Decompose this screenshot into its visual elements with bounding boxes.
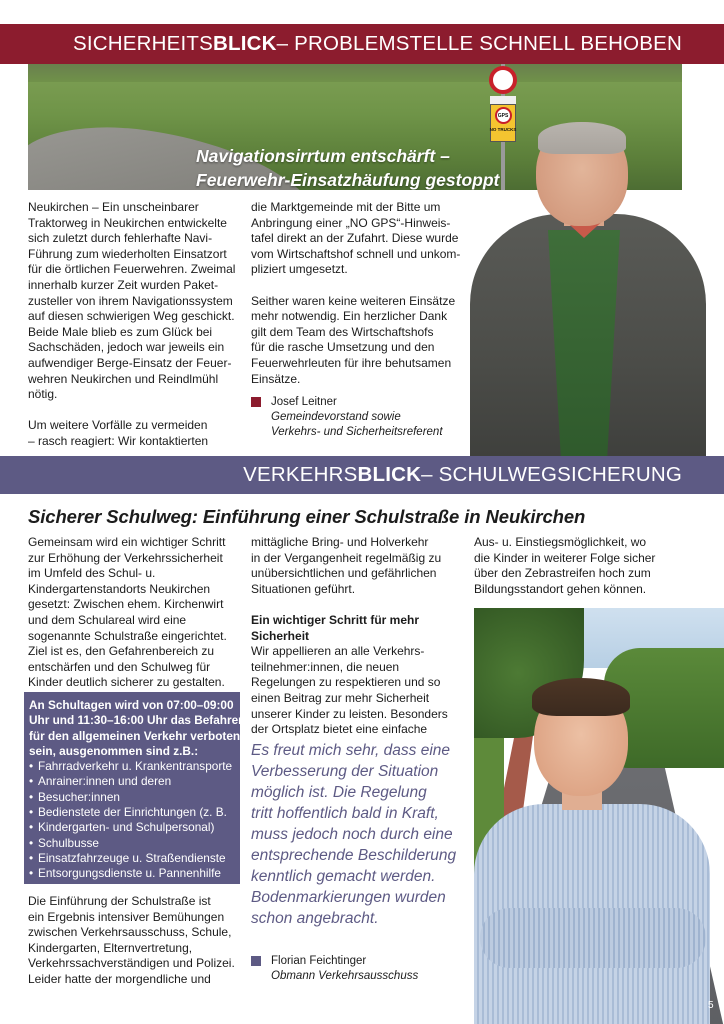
section-title-prefix: VERKEHRS <box>243 463 358 486</box>
photo-fence <box>28 64 682 82</box>
author-marker-icon <box>251 397 261 407</box>
text-line: sogenannte Schulstraße eingerichtet. <box>28 628 227 643</box>
text-line: Führung zum wiederholten Einsatzort <box>28 246 227 261</box>
info-box-heading: für den allgemeinen Verkehr verboten <box>29 728 241 743</box>
section-title <box>243 456 682 494</box>
text-line: mittägliche Bring- und Holverkehr <box>251 535 429 549</box>
section-title-bold: BLICK <box>357 463 422 486</box>
text-line: unserer Kinder zu leisten. Besonders <box>251 706 448 721</box>
paragraph <box>28 418 238 449</box>
article2-column1-bottom <box>28 894 242 988</box>
text-line: wehren Neukirchen und Reindlmühl <box>28 371 219 386</box>
quote-line: entsprechende Beschilderung <box>251 847 457 864</box>
text-line: Leider hatte der morgendliche und <box>28 971 211 986</box>
author-role: Gemeindevorstand sowie <box>271 411 401 423</box>
text-line: teilnehmer:innen, die neuen <box>251 659 400 674</box>
text-line: über den Zebrastreifen hoch zum <box>474 566 651 581</box>
quote-line: tritt hoffentlich bald in Kraft, <box>251 805 439 822</box>
text-line: sich zuletzt durch fehlerhafte Navi- <box>28 231 213 246</box>
page-number: 5 <box>708 1000 714 1011</box>
text-line: Die Einführung der Schulstraße ist <box>28 894 211 908</box>
text-line: Wir appellieren an alle Verkehrs- <box>251 644 425 659</box>
text-line: die Marktgemeinde mit der Bitte um <box>251 200 441 214</box>
text-line: gilt dem Team des Wirtschaftshofs <box>251 324 434 339</box>
paragraph <box>251 200 465 278</box>
text-line: entschärfen und den Schulweg für <box>28 659 211 674</box>
text-line: für die örtlichen Feuerwehren. Zweimal <box>28 262 236 277</box>
text-line: vom Wirtschaftshof schnell und unkom- <box>251 246 461 261</box>
article1-column1 <box>28 200 238 450</box>
article-headline: Sicherer Schulweg: Einführung einer Schulstraße in Neukirchen <box>28 506 586 527</box>
text-line: – rasch reagiert: Wir kontaktierten <box>28 433 209 448</box>
quote-line: möglich ist. Die Regelung <box>251 784 427 801</box>
text-line: pliziert umgesetzt. <box>251 262 348 277</box>
text-line: unübersichtlichen und gefährlichen <box>251 566 437 581</box>
text-line: in der Vergangenheit regelmäßig zu <box>251 550 442 565</box>
section-title <box>73 24 682 64</box>
paragraph <box>28 535 242 691</box>
text-line: Aus- u. Einstiegsmöglichkeit, wo <box>474 535 647 549</box>
quote-line: Bodenmarkierungen wurden <box>251 889 446 906</box>
text-line: Seither waren keine weiteren Einsätze <box>251 293 456 308</box>
text-line: ein Ergebnis intensiver Bemühungen <box>28 909 225 924</box>
list-item-continuation: • Kindergarten- und Schulpersonal) <box>29 820 235 835</box>
text-line: im Umfeld des Schul- u. <box>28 566 156 581</box>
text-line: Beide Male blieb es zum Glück bei <box>28 324 213 339</box>
text-line: die Kinder in weiterer Folge sicher <box>474 550 656 565</box>
author-name: Josef Leitner <box>271 396 337 408</box>
paragraph <box>474 535 714 597</box>
article2-column2 <box>251 535 465 738</box>
subheading: Ein wichtiger Schritt für mehr <box>251 612 420 627</box>
text-line: zwischen Verkehrsausschuss, Schule, <box>28 925 232 940</box>
no-gps-symbol: GPS <box>495 107 512 124</box>
sign-plate <box>490 96 516 104</box>
paragraph <box>28 894 242 988</box>
text-line: Einsätze. <box>251 371 301 386</box>
text-line: aufwendiger Berge-Einsatz der Feuer- <box>28 355 232 370</box>
text-line: einen Beitrag zur mehr Sicherheit <box>251 690 430 705</box>
section-title-suffix: – SCHULWEGSICHERUNG <box>421 463 682 486</box>
exception-list <box>29 759 235 881</box>
text-line: Situationen geführt. <box>251 581 356 596</box>
text-line: für die rasche Umsetzung und den <box>251 340 435 355</box>
no-trucks-text: NO TRUCKS <box>489 127 517 132</box>
article-headline <box>196 144 499 190</box>
headline-line: Feuerwehr-Einsatzhäufung gestoppt <box>196 170 500 190</box>
text-line: gesetzt: Zwischen ehem. Kirchenwirt <box>28 597 224 612</box>
text-line: Kindergarten, Elternvertretung, <box>28 940 193 955</box>
text-line: Kindergartenstandorts Neukirchen <box>28 581 211 596</box>
portrait-josef-leitner <box>466 118 710 456</box>
text-line: Traktorweg in Neukirchen entwickelte <box>28 215 227 230</box>
article2-column1 <box>28 535 242 691</box>
section-header-verkehrsblick <box>0 456 724 494</box>
info-box-heading: An Schultagen wird von 07:00–09:00 <box>29 698 234 712</box>
author-role: Verkehrs- und Sicherheitsreferent <box>271 426 443 438</box>
text-line: Kinder deutlich sicherer zu gestalten. <box>28 675 225 690</box>
text-line: nötig. <box>28 387 58 402</box>
author-role: Obmann Verkehrsausschuss <box>271 970 419 982</box>
quote-line: muss jedoch noch durch eine <box>251 826 453 843</box>
list-item: • Anrainer:innen und deren <box>29 774 235 789</box>
prohibition-sign-icon <box>489 66 517 94</box>
text-line: Anbringung einer „NO GPS“-Hinweis- <box>251 215 451 230</box>
quote-line: Verbesserung der Situation <box>251 763 439 780</box>
text-line: Sachschäden, jedoch war jeweils ein <box>28 340 225 355</box>
list-item: • Einsatzfahrzeuge u. Straßendienste <box>29 851 235 866</box>
text-line: Ziel ist es, den Gefahrenbereich zu <box>28 644 215 659</box>
list-item: • Bedienstete der Einrichtungen (z. B. <box>29 805 235 820</box>
text-line: zur Erhöhung der Verkehrssicherheit <box>28 550 223 565</box>
quote-line: Es freut mich sehr, dass eine <box>251 742 451 759</box>
portrait-crossed-arms <box>480 908 706 968</box>
text-line: Feuerwehrleuten für ihre behutsamen <box>251 355 452 370</box>
quote-line: kenntlich gemacht werden. <box>251 868 436 885</box>
text-line: zusteller von ihrem Navigationssystem <box>28 293 233 308</box>
author-name: Florian Feichtinger <box>271 955 367 967</box>
list-item-continuation: • Besucher:innen <box>29 790 235 805</box>
info-box-heading: Uhr und 11:30–16:00 Uhr das Befahren <box>29 713 246 728</box>
headline-line: Navigationsirrtum entschärft – <box>196 146 450 166</box>
article1-column2 <box>251 200 465 387</box>
portrait-hair <box>538 122 626 154</box>
section-title-prefix: SICHERHEITS <box>72 32 214 55</box>
portrait-hair <box>532 678 630 716</box>
author-signature-2 <box>251 954 418 984</box>
portrait-florian-feichtinger <box>474 608 724 1024</box>
section-title-bold: BLICK <box>213 32 277 55</box>
subheading: Sicherheit <box>251 628 310 643</box>
section-header-sicherheitsblick <box>0 24 724 64</box>
text-line: auf diesen schwierigen Weg geschickt. <box>28 309 235 324</box>
list-item: • Schulbusse <box>29 836 235 851</box>
text-line: mehr notwendig. Ein herzlicher Dank <box>251 309 448 324</box>
quote-line: schon angebracht. <box>251 910 379 927</box>
text-line: Neukirchen – Ein unscheinbarer <box>28 200 199 214</box>
article2-column3 <box>474 535 714 597</box>
text-line: Um weitere Vorfälle zu vermeiden <box>28 418 208 433</box>
text-line: und dem Schulareal wird eine <box>28 612 187 627</box>
pull-quote <box>251 740 456 929</box>
author-signature-1 <box>251 395 443 440</box>
text-line: Verkehrssachverständigen und Polizei. <box>28 956 235 971</box>
paragraph <box>251 294 465 388</box>
school-street-info-box <box>24 692 246 884</box>
list-item: • Fahrradverkehr u. Krankentransporte <box>29 759 235 774</box>
paragraph <box>28 200 238 403</box>
info-box-heading: sein, ausgenommen sind z.B.: <box>29 743 199 758</box>
text-line: innerhalb kurzer Zeit wurden Paket- <box>28 277 219 292</box>
text-line: tafel direkt an der Zufahrt. Diese wurde <box>251 231 459 246</box>
paragraph <box>251 535 465 597</box>
text-line: Bildungsstandort gehen können. <box>474 581 647 596</box>
paragraph <box>251 613 465 738</box>
list-item: • Entsorgungsdienste u. Pannenhilfe <box>29 866 235 881</box>
text-line: der Ortsplatz bietet eine einfache <box>251 722 428 737</box>
text-line: Regelungen zu respektieren und so <box>251 675 441 690</box>
text-line: Gemeinsam wird ein wichtiger Schritt <box>28 535 226 549</box>
author-marker-icon <box>251 956 261 966</box>
section-title-suffix: – PROBLEMSTELLE SCHNELL BEHOBEN <box>276 32 682 55</box>
